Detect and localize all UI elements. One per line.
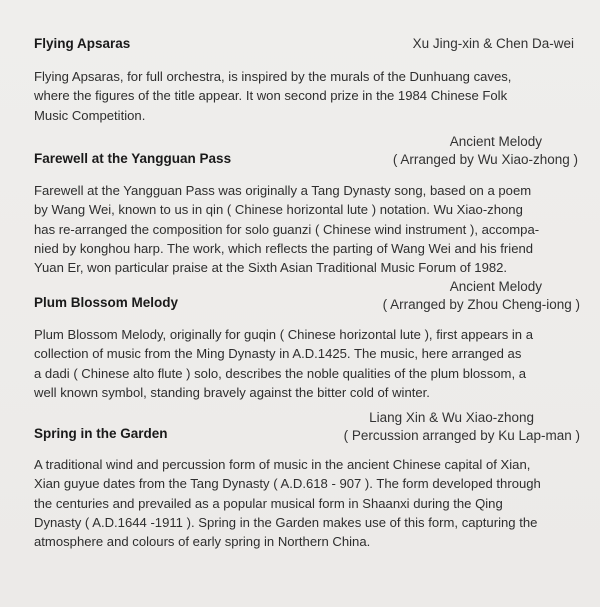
section-title: Farewell at the Yangguan Pass [34, 151, 232, 166]
body-line: well known symbol, standing bravely against the bitter cold of winter. [34, 384, 430, 400]
body-line: Xian guyue dates from the Tang Dynasty ( A.D.618 - 907 ). The form developed through [34, 476, 541, 492]
credit-line: ( Arranged by Zhou Cheng-iong ) [382, 297, 580, 312]
body-line: the centuries and prevailed as a popular musical form in Shaanxi during the Qing [34, 495, 503, 511]
body-line: Farewell at the Yangguan Pass was originally a Tang Dynasty song, based on a poem [34, 183, 532, 198]
section-description [34, 67, 579, 125]
credit-line: Xu Jing-xin & Chen Da-wei [412, 36, 574, 51]
section-credit [413, 35, 574, 53]
body-line: Dynasty ( A.D.1644 -1911 ). Spring in the Garden makes use of this form, capturing the [34, 514, 538, 530]
section-title: Spring in the Garden [34, 426, 168, 441]
body-line: where the figures of the title appear. It won second prize in the 1984 Chinese Folk [34, 88, 508, 104]
credit-line: ( Percussion arranged by Ku Lap-man ) [343, 428, 580, 443]
body-line: Flying Apsaras, for full orchestra, is inspired by the murals of the Dunhuang caves, [34, 69, 512, 84]
credit-line: Ancient Melody [449, 134, 542, 149]
section-description [34, 455, 579, 551]
body-line: Yuan Er, won particular praise at the Sixth Asian Traditional Music Forum of 1982. [34, 260, 508, 276]
section-title: Plum Blossom Melody [34, 295, 179, 310]
section-credit [344, 409, 580, 445]
body-line: a dadi ( Chinese alto flute ) solo, describes the noble qualities of the plum blossom, a [34, 365, 527, 381]
credit-line: ( Arranged by Wu Xiao-zhong ) [392, 152, 578, 167]
section-credit [393, 133, 578, 169]
credit-line: Ancient Melody [449, 279, 542, 294]
body-line: Music Competition. [34, 107, 146, 123]
section-credit [383, 278, 580, 314]
body-line: Plum Blossom Melody, originally for guqin ( Chinese horizontal lute ), first appears in a [34, 327, 534, 342]
body-line: A traditional wind and percussion form of music in the ancient Chinese capital of Xian, [34, 457, 531, 472]
section-description [34, 325, 579, 402]
section-title: Flying Apsaras [34, 36, 131, 51]
credit-line: Liang Xin & Wu Xiao-zhong [369, 410, 534, 425]
body-line: nied by konghou harp. The work, which reflects the parting of Wang Wei and his friend [34, 240, 534, 256]
section-description [34, 181, 579, 277]
body-line: by Wang Wei, known to us in qin ( Chinese horizontal lute ) notation. Wu Xiao-zhong [34, 202, 523, 218]
body-line: collection of music from the Ming Dynasty in A.D.1425. The music, here arranged as [34, 346, 522, 362]
body-line: atmosphere and colours of early spring in Northern China. [34, 534, 371, 550]
body-line: has re-arranged the composition for solo guanzi ( Chinese wind instrument ), accompa- [34, 221, 540, 237]
